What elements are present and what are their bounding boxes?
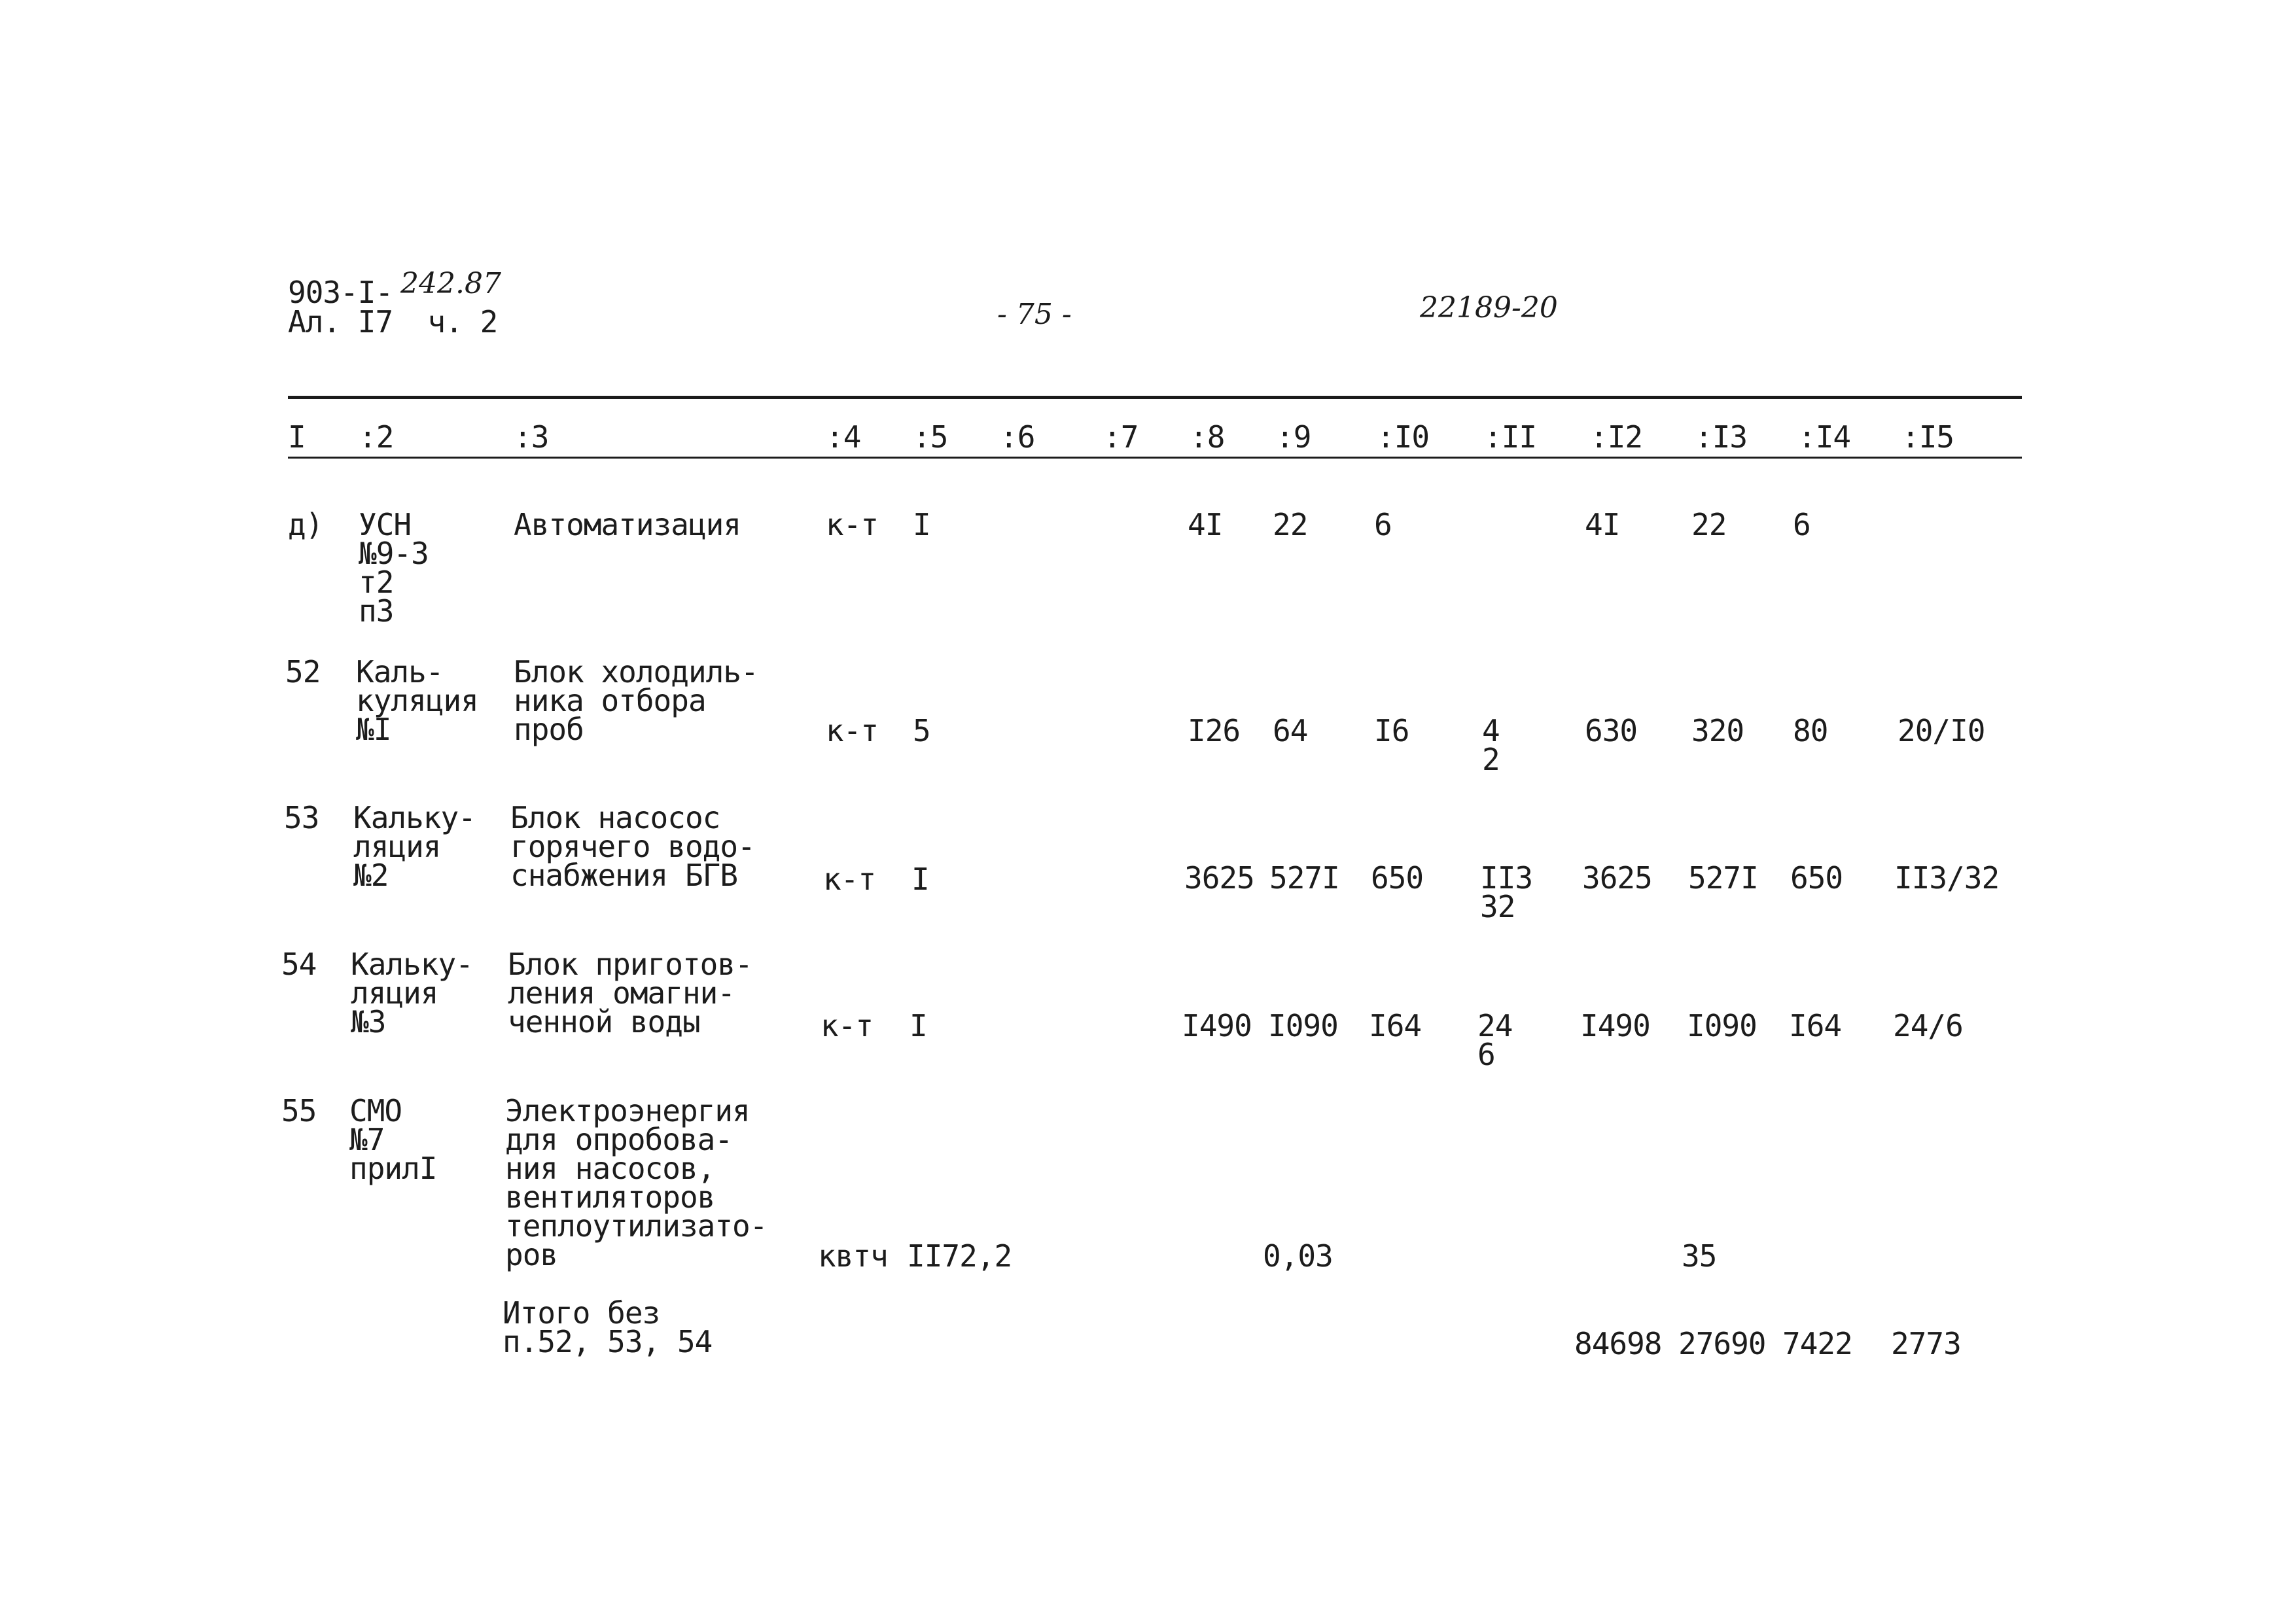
cell-col15: 24/6 <box>1893 1008 1963 1043</box>
column-header: :9 <box>1276 419 1311 455</box>
cell-col12: 3625 <box>1582 860 1652 896</box>
cell-col10: I64 <box>1369 1008 1422 1043</box>
cell-col9: 527I <box>1269 860 1339 896</box>
table-top-rule <box>288 396 2022 399</box>
page-number: - 75 - <box>997 298 1072 331</box>
cell-col8: 4I <box>1188 507 1223 542</box>
album-part: Ал. I7 ч. 2 <box>288 304 498 340</box>
cell-col13: 527I <box>1688 860 1758 896</box>
row-unit: к-т <box>826 713 879 748</box>
total-col13: 27690 <box>1678 1326 1766 1361</box>
cell-col14: 80 <box>1793 713 1828 748</box>
cell-col15: 20/I0 <box>1898 713 1985 748</box>
row-unit: к-т <box>823 862 876 897</box>
cell-col14: I64 <box>1789 1008 1842 1043</box>
row-basis: Кальку- ляция №3 <box>351 947 473 1039</box>
cell-col10: 650 <box>1371 860 1424 896</box>
row-unit: к-т <box>821 1008 874 1043</box>
total-label: Итого без п.52, 53, 54 <box>503 1295 713 1359</box>
cell-col14: 650 <box>1790 860 1843 896</box>
cell-col12: I490 <box>1580 1008 1650 1043</box>
cell-col10: 6 <box>1374 507 1392 542</box>
cell-col9: I090 <box>1268 1008 1338 1043</box>
column-header: :6 <box>1000 419 1035 455</box>
cell-col11: 4 2 <box>1482 713 1500 777</box>
row-number: 55 <box>281 1093 317 1128</box>
column-header: :II <box>1484 419 1537 455</box>
column-header: :I0 <box>1377 419 1430 455</box>
column-header: I <box>288 419 306 455</box>
total-col12: 84698 <box>1574 1326 1662 1361</box>
total-col15: 2773 <box>1891 1326 1961 1361</box>
row-name: Блок насосос горячего водо- снабжения БГВ <box>510 800 755 893</box>
row-quantity: I <box>911 862 929 897</box>
cell-col8: I26 <box>1188 713 1241 748</box>
cell-col13: 35 <box>1682 1238 1717 1274</box>
cell-col11: II3 32 <box>1480 860 1533 924</box>
column-header: :4 <box>826 419 861 455</box>
inventory-number: 22189-20 <box>1420 291 1558 324</box>
document-code-handwritten: 242.87 <box>400 267 501 300</box>
row-unit: квтч <box>818 1238 888 1274</box>
cell-col8: I490 <box>1182 1008 1252 1043</box>
row-name: Электроэнергия для опробова- ния насосов, вентиляторов теплоутилизато- ров <box>505 1093 768 1272</box>
column-header: :I5 <box>1901 419 1954 455</box>
column-header: :8 <box>1190 419 1225 455</box>
row-name: Блок холодиль- ника отбора проб <box>514 654 758 747</box>
column-header: :I2 <box>1590 419 1643 455</box>
row-number: 53 <box>284 800 319 835</box>
row-basis: УСН №9-3 т2 п3 <box>359 507 429 629</box>
row-name: Блок приготов- ления омагни- ченной воды <box>508 947 752 1039</box>
row-quantity: I <box>913 507 930 542</box>
document-code: 903-I- <box>288 275 393 310</box>
cell-col10: I6 <box>1374 713 1409 748</box>
cell-col9: 0,03 <box>1263 1238 1333 1274</box>
row-basis: Каль- куляция №I <box>356 654 478 747</box>
row-basis: Кальку- ляция №2 <box>353 800 476 893</box>
cell-col13: 320 <box>1691 713 1744 748</box>
row-quantity: II72,2 <box>907 1238 1012 1274</box>
column-header: :2 <box>359 419 394 455</box>
column-header: :I4 <box>1798 419 1851 455</box>
header-bottom-rule <box>288 457 2022 459</box>
cell-col11: 24 6 <box>1477 1008 1513 1072</box>
row-quantity: 5 <box>913 713 930 748</box>
row-name: Автоматизация <box>514 507 741 542</box>
column-header: :5 <box>913 419 948 455</box>
cell-col12: 4I <box>1585 507 1620 542</box>
cell-col12: 630 <box>1585 713 1638 748</box>
row-number: д) <box>288 507 323 542</box>
column-header: :7 <box>1103 419 1139 455</box>
row-quantity: I <box>910 1008 927 1043</box>
row-number: 54 <box>281 947 317 982</box>
cell-col13: I090 <box>1687 1008 1757 1043</box>
total-col14: 7422 <box>1782 1326 1852 1361</box>
cell-col9: 64 <box>1273 713 1308 748</box>
row-number: 52 <box>285 654 321 689</box>
cell-col8: 3625 <box>1184 860 1254 896</box>
column-header: :3 <box>514 419 549 455</box>
row-basis: СМО №7 прилI <box>349 1093 437 1186</box>
cell-col9: 22 <box>1273 507 1308 542</box>
cell-col13: 22 <box>1691 507 1727 542</box>
cell-col14: 6 <box>1793 507 1810 542</box>
row-unit: к-т <box>826 507 879 542</box>
column-header: :I3 <box>1695 419 1748 455</box>
cell-col15: II3/32 <box>1894 860 2000 896</box>
